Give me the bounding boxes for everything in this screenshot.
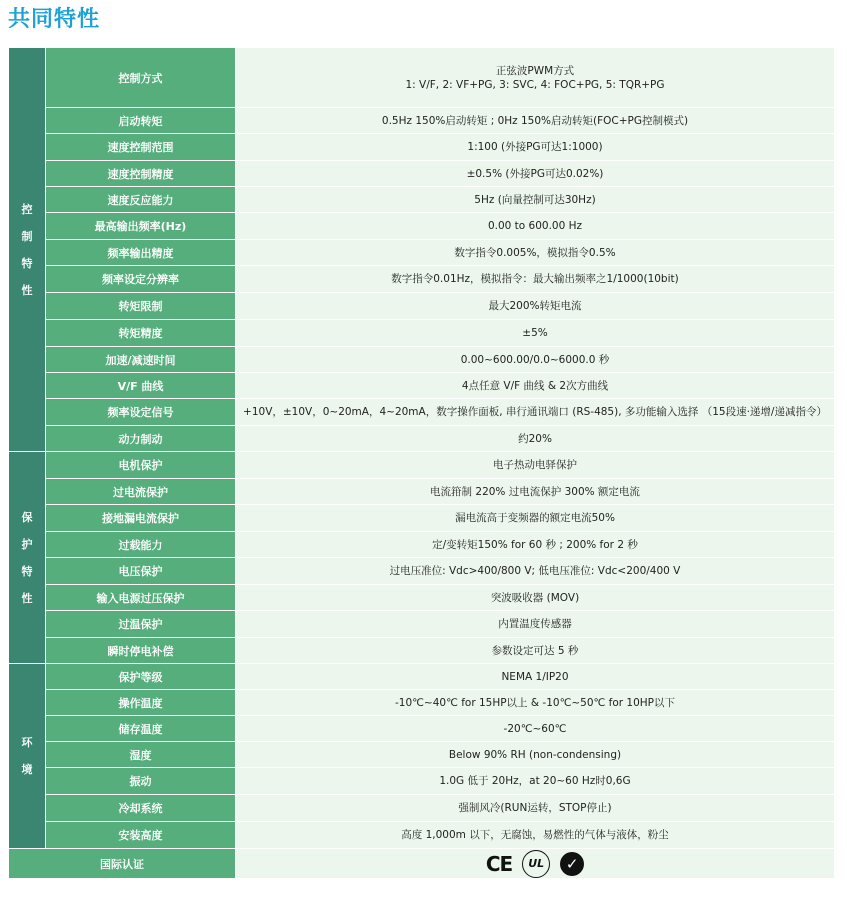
table-row [9,716,835,742]
table-row [9,795,835,822]
table-row [9,293,835,320]
table-row [9,558,835,585]
table-row [9,373,835,399]
spec-value [236,638,835,664]
spec-value-line: 电流箝制 220% 过电流保护 300% 额定电流 [430,485,640,498]
table-row [9,240,835,266]
page-title: 共同特性 [8,7,101,32]
spec-value-line: 突波吸收器 (MOV) [490,591,580,604]
table-row [9,638,835,664]
table-row [9,134,835,161]
spec-label: 冷却系统 [46,795,236,822]
table-row [9,690,835,716]
spec-value-line: 参数设定可达 5 秒 [491,644,579,657]
category-cell [9,664,46,849]
table-row [9,108,835,134]
table-row [9,426,835,452]
spec-label: 振动 [46,768,236,795]
spec-value [236,426,835,452]
spec-label: 速度控制范围 [46,134,236,161]
spec-value-line: -10℃~40℃ for 15HP以上 & -10℃~50℃ for 10HP以下 [394,696,676,709]
spec-label: 电压保护 [46,558,236,585]
spec-value [236,768,835,795]
table-row [9,822,835,849]
spec-label: 频率输出精度 [46,240,236,266]
spec-value-line: 数字指令0.01Hz，模拟指令：最大输出频率之1/1000(10bit) [391,273,679,285]
spec-value-line: 0.00~600.00/0.0~6000.0 秒 [460,353,610,366]
check-certification-icon: ✓ [560,852,584,876]
spec-value-line: 数字指令0.005%，模拟指令0.5% [454,246,616,259]
spec-value-line: 约20% [518,432,552,445]
spec-table-body [9,48,835,849]
spec-value-line: 1:100 (外接PG可达1:1000) [467,141,603,153]
spec-value [236,611,835,638]
table-row [9,479,835,505]
spec-value [236,690,835,716]
spec-value-line: 过电压准位: Vdc>400/800 V; 低电压准位: Vdc<200/400 V [389,565,681,577]
spec-value [236,822,835,849]
ul-mark-icon: UL [522,850,550,878]
table-row [9,505,835,532]
spec-value-line: 1.0G 低于 20Hz，at 20~60 Hz时0,6G [439,775,631,787]
spec-value-line: 5Hz (向量控制可达30Hz) [474,193,596,206]
spec-label: 控制方式 [46,48,236,108]
spec-value [236,266,835,293]
spec-label: 接地漏电流保护 [46,505,236,532]
table-row [9,611,835,638]
spec-value [236,399,835,426]
spec-value-line: +10V，±10V，0~20mA，4~20mA，数字操作面板, 串行通讯端口 (RS-485), 多功能输入选择 （15段速·递增/递减指令） [243,406,827,418]
spec-label: 操作温度 [46,690,236,716]
category-label: 保护特性 [21,510,33,605]
certification-label: 国际认证 [9,849,236,879]
table-row [9,768,835,795]
table-row [9,585,835,611]
spec-value-line: 电子热动电驿保护 [493,459,577,471]
spec-value [236,795,835,822]
spec-label: 过载能力 [46,532,236,558]
category-label: 环境 [21,736,33,776]
spec-label: 转矩限制 [46,293,236,320]
spec-value [236,48,835,108]
spec-value-line: 强制风冷(RUN运转，STOP停止) [458,802,612,814]
spec-label: 最高输出频率(Hz) [46,213,236,240]
spec-value-line: ±0.5% (外接PG可达0.02%) [466,167,604,180]
spec-value-line: 漏电流高于变频器的额定电流50% [455,512,615,524]
spec-value [236,585,835,611]
spec-value-line: 最大200%转矩电流 [488,300,582,312]
spec-value [236,532,835,558]
spec-label: 速度控制精度 [46,161,236,187]
spec-label: 保护等级 [46,664,236,690]
table-row [9,48,835,108]
spec-value [236,108,835,134]
spec-label: 过电流保护 [46,479,236,505]
spec-label: 湿度 [46,742,236,768]
table-row [9,742,835,768]
spec-value [236,187,835,213]
spec-value-line: 高度 1,000m 以下，无腐蚀，易燃性的气体与液体，粉尘 [401,829,669,841]
table-row [9,452,835,479]
spec-value-line: 正弦波PWM方式 [495,64,575,77]
certification-marks [236,849,835,879]
spec-value [236,664,835,690]
spec-value [236,452,835,479]
table-row-certification [9,849,835,879]
table-row [9,266,835,293]
spec-label: 瞬时停电补偿 [46,638,236,664]
spec-value-line: 内置温度传感器 [498,618,572,630]
table-row [9,161,835,187]
spec-label: 频率设定信号 [46,399,236,426]
spec-value [236,479,835,505]
table-row [9,532,835,558]
spec-label: 加速/减速时间 [46,347,236,373]
spec-value [236,716,835,742]
spec-value [236,347,835,373]
table-row [9,664,835,690]
spec-label: 安装高度 [46,822,236,849]
ce-mark-icon: CE [485,851,513,876]
spec-value-line: -20℃~60℃ [503,722,567,735]
spec-label: 动力制动 [46,426,236,452]
spec-value-line: 1: V/F, 2: VF+PG, 3: SVC, 4: FOC+PG, 5: TQR+PG [405,78,665,91]
spec-value-line: Below 90% RH (non-condensing) [448,748,622,761]
spec-value-line: 定/变转矩150% for 60 秒 ; 200% for 2 秒 [432,538,638,551]
spec-value [236,505,835,532]
table-row [9,187,835,213]
table-row [9,213,835,240]
spec-value-line: 0.00 to 600.00 Hz [487,220,583,232]
table-row [9,347,835,373]
category-cell [9,48,46,452]
spec-label: 过温保护 [46,611,236,638]
spec-label: V/F 曲线 [46,373,236,399]
spec-value [236,742,835,768]
spec-value-line: 4点任意 V/F 曲线 & 2次方曲线 [461,379,609,392]
spec-value [236,320,835,347]
spec-value [236,558,835,585]
table-row [9,320,835,347]
table-row [9,399,835,426]
certification-section [9,849,835,879]
spec-value [236,240,835,266]
spec-label: 速度反应能力 [46,187,236,213]
spec-label: 输入电源过压保护 [46,585,236,611]
category-label: 控制特性 [21,202,33,297]
spec-value [236,134,835,161]
spec-value-line: 0.5Hz 150%启动转矩 ; 0Hz 150%启动转矩(FOC+PG控制模式) [381,114,689,127]
spec-label: 频率设定分辨率 [46,266,236,293]
spec-label: 电机保护 [46,452,236,479]
spec-table [8,47,835,879]
category-cell [9,452,46,664]
spec-value [236,293,835,320]
spec-label: 转矩精度 [46,320,236,347]
spec-label: 启动转矩 [46,108,236,134]
spec-label: 储存温度 [46,716,236,742]
spec-value-line: ±5% [522,327,548,339]
spec-value-line: NEMA 1/IP20 [501,670,569,683]
spec-value [236,161,835,187]
spec-value [236,373,835,399]
spec-value [236,213,835,240]
